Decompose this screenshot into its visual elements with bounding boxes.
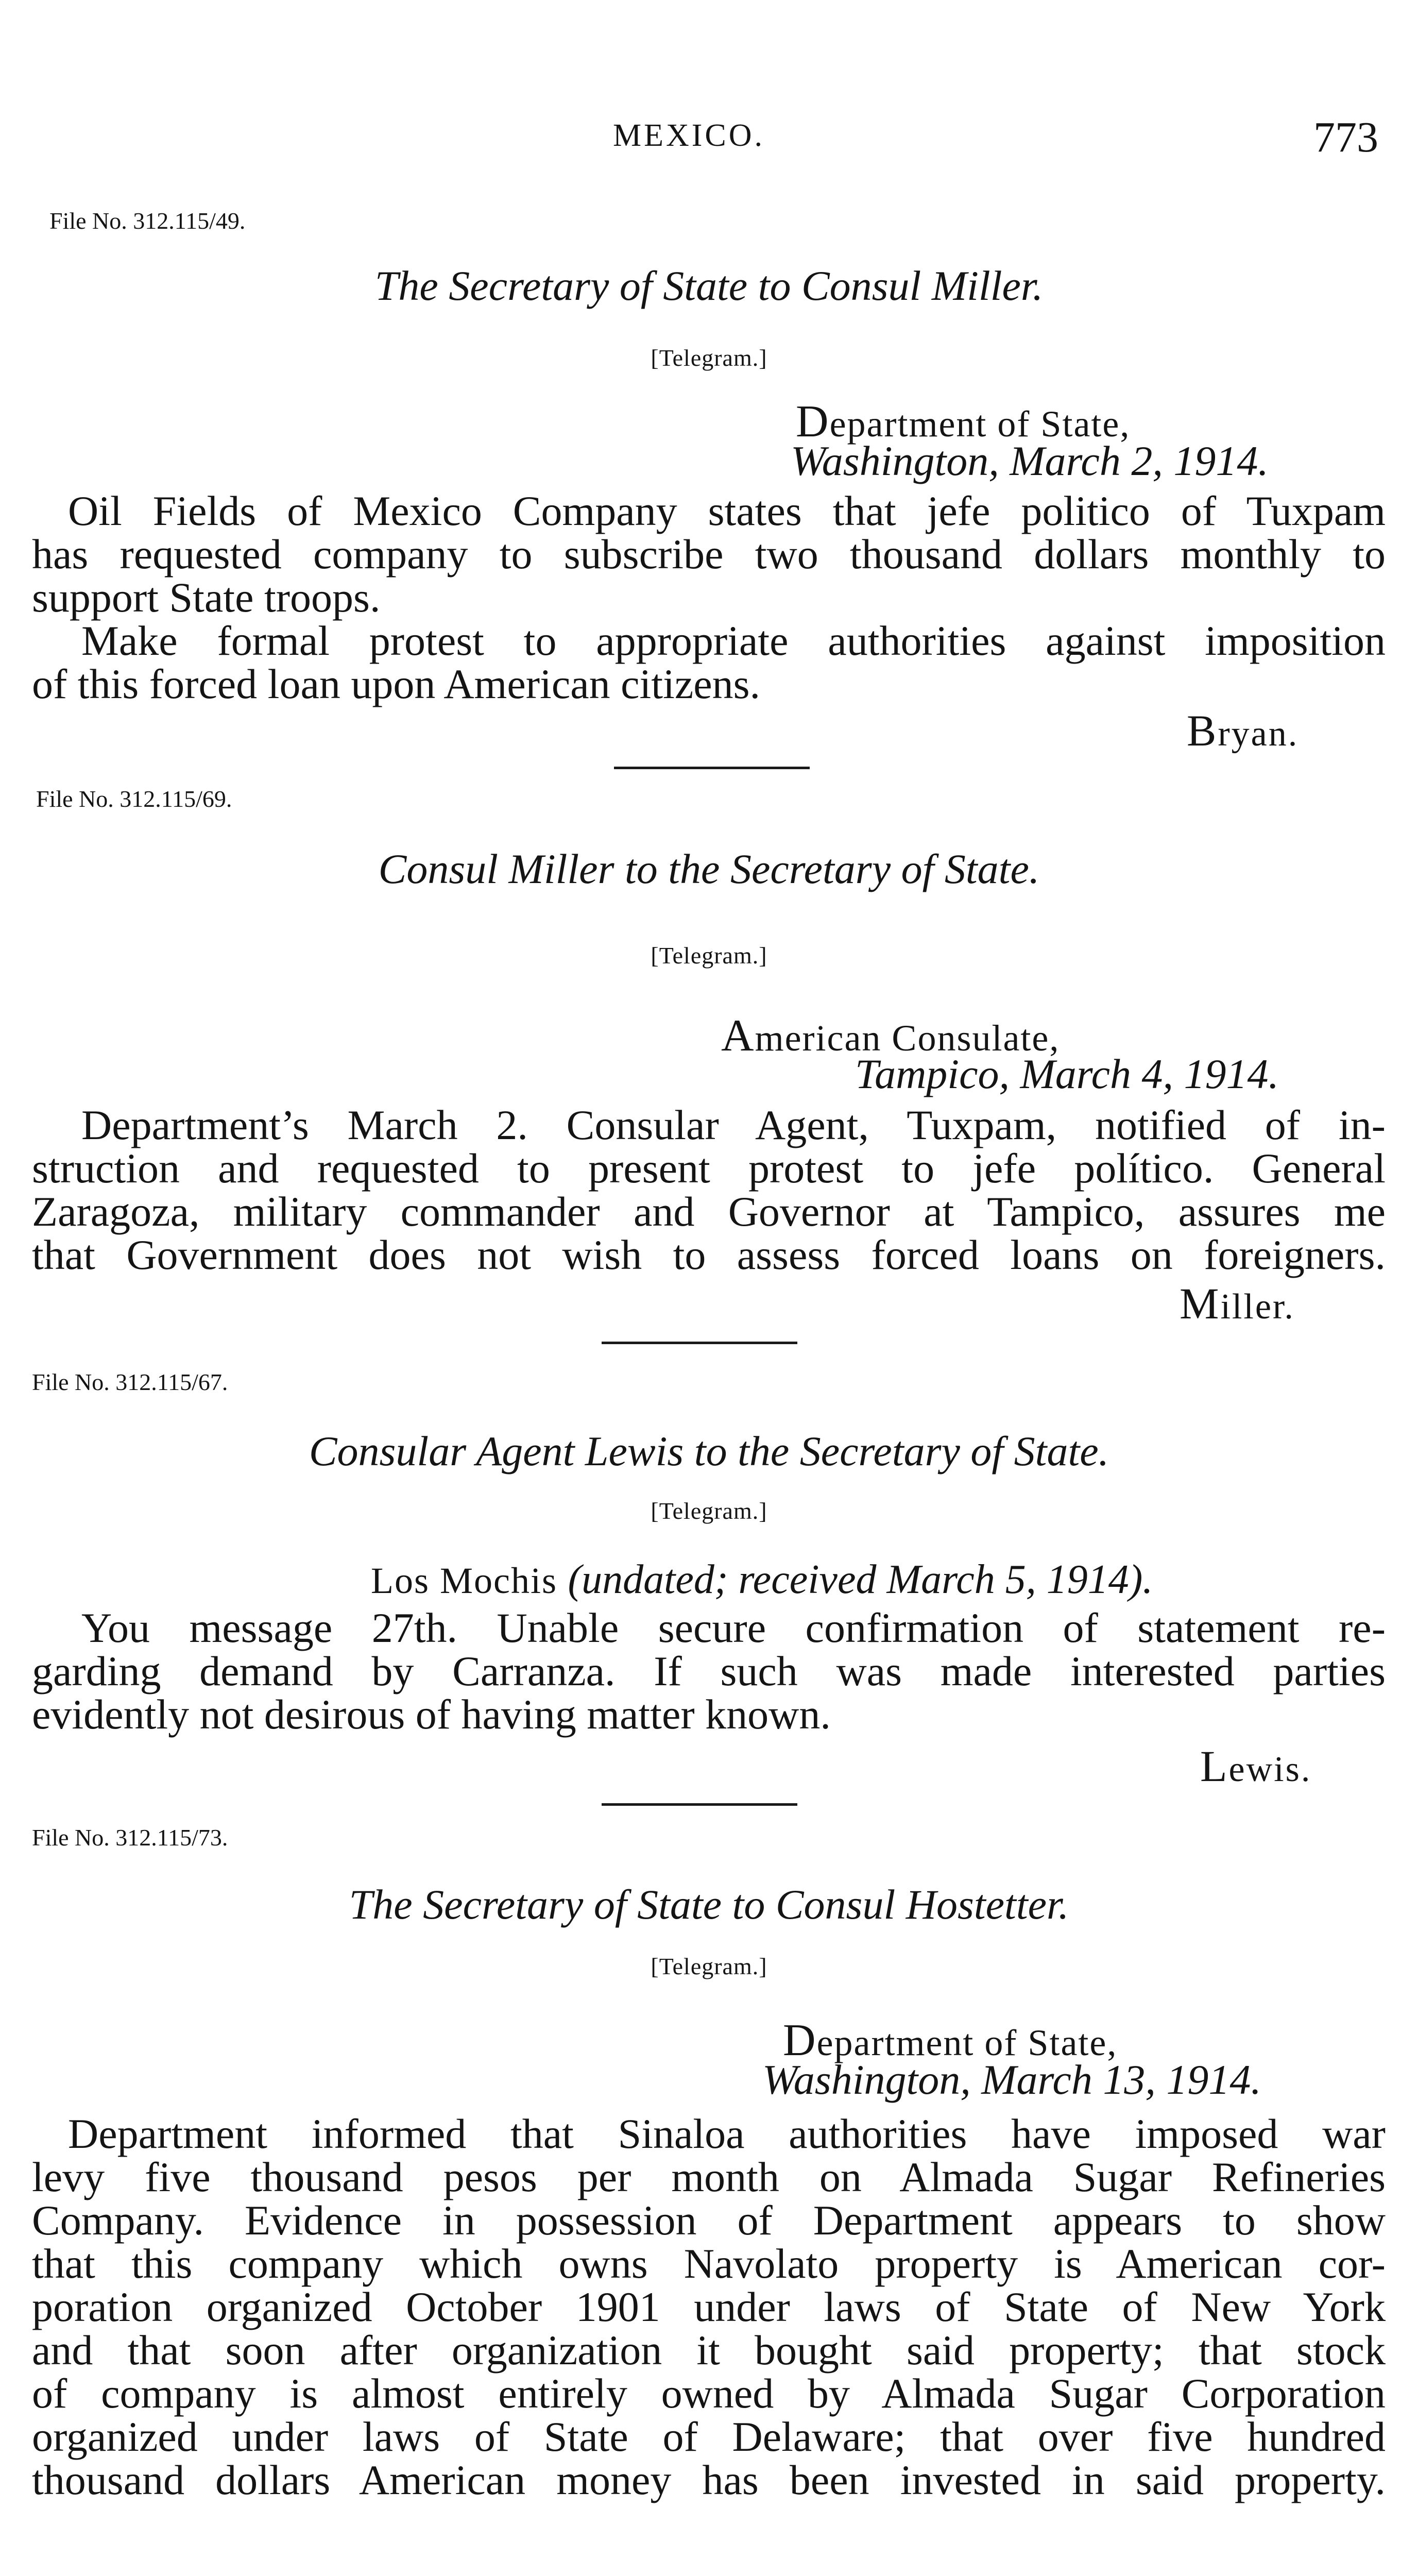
section-divider [602,1803,797,1806]
file-number: File No. 312.115/69. [36,786,232,812]
document-heading: The Secretary of State to Consul Hostetter. [349,1881,1069,1928]
text-line: of this forced loan upon American citizens. [32,660,761,707]
file-number: File No. 312.115/73. [32,1824,228,1851]
text-line: organized under laws of State of Delaware; that over five hundred [32,2413,1386,2460]
text-line: struction and requested to present protest to jefe político. General [32,1145,1386,1192]
body-paragraph [32,489,1386,619]
document-heading: Consular Agent Lewis to the Secretary of State. [309,1428,1109,1475]
text-line: that Government does not wish to assess forced loans on foreigners. [32,1231,1386,1278]
text-line: and that soon after organization it bought said property; that stock [32,2327,1386,2374]
file-number: File No. 312.115/67. [32,1369,228,1395]
text-line: thousand dollars American money has been invested in said property. [32,2456,1386,2503]
dateline-received-date: (undated; received March 5, 1914). [568,1557,1153,1602]
body-paragraph [32,2112,1386,2502]
running-header-title: MEXICO. [613,118,765,153]
page-number: 773 [1313,113,1378,161]
document-heading: The Secretary of State to Consul Miller. [374,262,1044,309]
dateline-organization: American Consulate, [721,1011,1060,1061]
body-paragraph [32,619,1386,706]
text-line: Oil Fields of Mexico Company states that jefe politico of Tuxpam [68,487,1386,534]
dateline-place-date: Washington, March 2, 1914. [791,437,1269,484]
body-paragraph [32,1606,1386,1736]
text-line: Department’s March 2. Consular Agent, Tuxpam, notified of in- [81,1101,1386,1148]
telegram-label: [Telegram.] [651,942,767,969]
document-heading: Consul Miller to the Secretary of State. [378,845,1040,892]
dateline [371,1555,1153,1603]
text-line: levy five thousand pesos per month on Almada Sugar Refineries [32,2154,1386,2200]
text-line: that this company which owns Navolato property is American cor- [32,2240,1386,2287]
text-line: poration organized October 1901 under laws of State of New York [32,2283,1386,2330]
signature: Lewis. [1200,1741,1312,1791]
text-line: Make formal protest to appropriate authorities against imposition [81,617,1386,664]
section-divider [602,1342,797,1344]
text-line: Department informed that Sinaloa authorities have imposed war [68,2110,1386,2157]
body-paragraph [32,1101,1386,1278]
signature: Miller. [1180,1279,1295,1328]
telegram-label: [Telegram.] [651,345,767,371]
signature: Bryan. [1187,706,1299,755]
text-line: support State troops. [32,574,381,621]
text-line: Company. Evidence in possession of Department appears to show [32,2197,1386,2244]
dateline-organization: Department of State, [796,397,1131,447]
text-line: Zaragoza, military commander and Governor at Tampico, assures me [32,1188,1386,1235]
text-line: You message 27th. Unable secure confirmation of statement re- [81,1604,1386,1651]
text-line: has requested company to subscribe two thousand dollars monthly to [32,531,1386,578]
file-number: File No. 312.115/49. [49,208,246,234]
dateline-place-date: Tampico, March 4, 1914. [855,1050,1279,1097]
telegram-label: [Telegram.] [651,1953,767,1979]
dateline-place-date: Washington, March 13, 1914. [762,2056,1261,2103]
section-divider [614,767,810,769]
text-line: of company is almost entirely owned by Almada Sugar Corporation [32,2370,1386,2417]
text-line: evidently not desirous of having matter known. [32,1691,831,1738]
dateline-organization: Department of State, [783,2015,1118,2065]
text-line: garding demand by Carranza. If such was made interested parties [32,1648,1386,1694]
dateline-place: Los Mochis [371,1560,557,1601]
telegram-label: [Telegram.] [651,1498,767,1524]
